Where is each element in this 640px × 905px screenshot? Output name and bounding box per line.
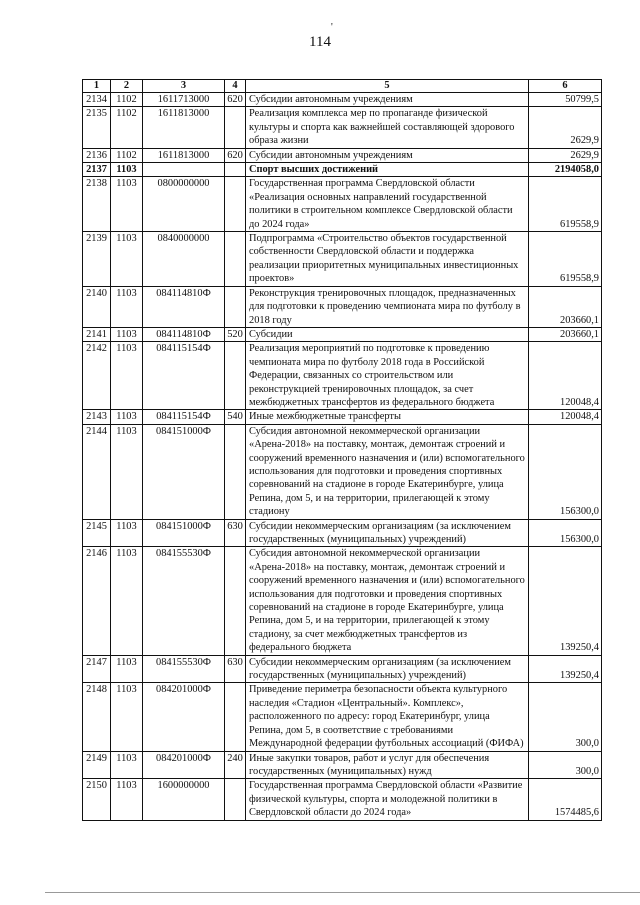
target-article-code: 084151000Ф <box>143 519 225 547</box>
page-number: 114 <box>309 34 331 50</box>
expense-type-code <box>225 342 246 410</box>
target-article-code: 084114810Ф <box>143 286 225 327</box>
expense-type-code <box>225 177 246 232</box>
expense-type-code <box>225 424 246 519</box>
item-name: Реализация мероприятий по подготовке к проведению чемпионата мира по футболу 2018 года в Российской Федерации, связанных со строительством или реконструкцией тренировочных площадок, за счет межбюджетных трансфертов из федерального бюджета <box>246 342 529 410</box>
table-row <box>83 547 602 655</box>
page-bottom-edge <box>45 892 640 893</box>
row-number: 2136 <box>83 148 111 162</box>
item-name: Субсидии автономным учреждениям <box>246 148 529 162</box>
header-cell-1: 1 <box>83 80 111 93</box>
amount: 156300,0 <box>529 519 602 547</box>
table-row <box>83 107 602 148</box>
target-article-code: 084155530Ф <box>143 655 225 683</box>
row-number: 2150 <box>83 779 111 820</box>
target-article-code: 1611813000 <box>143 148 225 162</box>
item-name: Субсидии автономным учреждениям <box>246 93 529 107</box>
row-number: 2145 <box>83 519 111 547</box>
row-number: 2147 <box>83 655 111 683</box>
amount: 1574485,6 <box>529 779 602 820</box>
table-row <box>83 177 602 232</box>
table-row <box>83 232 602 287</box>
row-number: 2138 <box>83 177 111 232</box>
target-article-code <box>143 163 225 177</box>
table-row <box>83 342 602 410</box>
header-cell-3: 3 <box>143 80 225 93</box>
target-article-code: 084114810Ф <box>143 327 225 341</box>
expense-type-code <box>225 232 246 287</box>
expense-type-code <box>225 683 246 751</box>
row-number: 2142 <box>83 342 111 410</box>
row-number: 2146 <box>83 547 111 655</box>
item-name: Иные закупки товаров, работ и услуг для обеспечения государственных (муниципальных) нужд <box>246 751 529 779</box>
section-code: 1103 <box>111 779 143 820</box>
item-name: Государственная программа Свердловской области «Реализация основных направлений государственной политики в строительном комплексе Свердловской области до 2024 года» <box>246 177 529 232</box>
item-name: Субсидии <box>246 327 529 341</box>
table-body <box>83 93 602 821</box>
row-number: 2134 <box>83 93 111 107</box>
table-row <box>83 751 602 779</box>
target-article-code: 1611713000 <box>143 93 225 107</box>
amount: 139250,4 <box>529 547 602 655</box>
row-number: 2135 <box>83 107 111 148</box>
amount: 203660,1 <box>529 327 602 341</box>
expense-type-code: 620 <box>225 148 246 162</box>
section-code: 1103 <box>111 410 143 424</box>
expense-type-code: 630 <box>225 519 246 547</box>
item-name: Реализация комплекса мер по пропаганде физической культуры и спорта как важнейшей составляющей здорового образа жизни <box>246 107 529 148</box>
amount: 156300,0 <box>529 424 602 519</box>
expense-type-code <box>225 286 246 327</box>
section-code: 1103 <box>111 177 143 232</box>
section-code: 1103 <box>111 342 143 410</box>
section-code: 1103 <box>111 163 143 177</box>
expense-type-code <box>225 779 246 820</box>
target-article-code: 0800000000 <box>143 177 225 232</box>
table-header-row <box>83 80 602 93</box>
item-name: Субсидия автономной некоммерческой организации «Арена-2018» на поставку, монтаж, демонтаж строений и сооружений временного назначения и (или) вспомогательного использования для подготовки и проведения спортивных соревнований на стадионе в городе Екатеринбурге, улица Репина, дом 5, и на территории, прилегающей к этому стадиону, за счет межбюджетных трансфертов из федерального бюджета <box>246 547 529 655</box>
table-row <box>83 286 602 327</box>
section-code: 1103 <box>111 519 143 547</box>
target-article-code: 084115154Ф <box>143 410 225 424</box>
section-code: 1103 <box>111 751 143 779</box>
amount: 619558,9 <box>529 232 602 287</box>
expense-type-code: 620 <box>225 93 246 107</box>
amount: 139250,4 <box>529 655 602 683</box>
amount: 300,0 <box>529 683 602 751</box>
row-number: 2137 <box>83 163 111 177</box>
table-row <box>83 163 602 177</box>
row-number: 2144 <box>83 424 111 519</box>
section-code: 1103 <box>111 683 143 751</box>
page-mark: ' <box>331 22 333 33</box>
table-row <box>83 410 602 424</box>
table-row <box>83 327 602 341</box>
expense-type-code <box>225 547 246 655</box>
header-cell-6: 6 <box>529 80 602 93</box>
amount: 2194058,0 <box>529 163 602 177</box>
amount: 300,0 <box>529 751 602 779</box>
target-article-code: 084151000Ф <box>143 424 225 519</box>
table-row <box>83 148 602 162</box>
section-code: 1103 <box>111 232 143 287</box>
item-name: Субсидия автономной некоммерческой организации «Арена-2018» на поставку, монтаж, демонтаж строений и сооружений временного назначения и (или) вспомогательного использования для подготовки и проведения спортивных соревнований на стадионе в городе Екатеринбурге, улица Репина, дом 5, и на территории, прилегающей к этому стадиону <box>246 424 529 519</box>
section-code: 1102 <box>111 107 143 148</box>
table-row <box>83 779 602 820</box>
header-cell-4: 4 <box>225 80 246 93</box>
section-code: 1102 <box>111 148 143 162</box>
amount: 50799,5 <box>529 93 602 107</box>
item-name: Приведение периметра безопасности объекта культурного наследия «Стадион «Центральный». Комплекс», расположенного по адресу: город Екатеринбург, улица Репина, дом 5, в соответствие с требованиями Международной федерации футбольных ассоциаций (ФИФА) <box>246 683 529 751</box>
amount: 120048,4 <box>529 342 602 410</box>
expense-type-code: 540 <box>225 410 246 424</box>
target-article-code: 084115154Ф <box>143 342 225 410</box>
section-code: 1103 <box>111 424 143 519</box>
row-number: 2143 <box>83 410 111 424</box>
row-number: 2148 <box>83 683 111 751</box>
row-number: 2139 <box>83 232 111 287</box>
item-name: Реконструкция тренировочных площадок, предназначенных для подготовки к проведению чемпионата мира по футболу в 2018 году <box>246 286 529 327</box>
row-number: 2149 <box>83 751 111 779</box>
budget-table <box>82 79 602 821</box>
section-code: 1103 <box>111 286 143 327</box>
target-article-code: 084201000Ф <box>143 683 225 751</box>
item-name: Субсидии некоммерческим организациям (за исключением государственных (муниципальных) учреждений) <box>246 519 529 547</box>
target-article-code: 0840000000 <box>143 232 225 287</box>
amount: 203660,1 <box>529 286 602 327</box>
item-name: Подпрограмма «Строительство объектов государственной собственности Свердловской области и поддержка реализации приоритетных муниципальных инвестиционных проектов» <box>246 232 529 287</box>
section-code: 1103 <box>111 327 143 341</box>
row-number: 2141 <box>83 327 111 341</box>
table-row <box>83 683 602 751</box>
table-row <box>83 424 602 519</box>
expense-type-code: 520 <box>225 327 246 341</box>
section-code: 1103 <box>111 655 143 683</box>
amount: 619558,9 <box>529 177 602 232</box>
target-article-code: 1600000000 <box>143 779 225 820</box>
expense-type-code: 240 <box>225 751 246 779</box>
table-row <box>83 655 602 683</box>
amount: 2629,9 <box>529 148 602 162</box>
target-article-code: 1611813000 <box>143 107 225 148</box>
section-code: 1103 <box>111 547 143 655</box>
header-cell-2: 2 <box>111 80 143 93</box>
expense-type-code <box>225 163 246 177</box>
item-name: Субсидии некоммерческим организациям (за исключением государственных (муниципальных) учреждений) <box>246 655 529 683</box>
table-row <box>83 93 602 107</box>
expense-type-code <box>225 107 246 148</box>
target-article-code: 084201000Ф <box>143 751 225 779</box>
amount: 120048,4 <box>529 410 602 424</box>
section-code: 1102 <box>111 93 143 107</box>
target-article-code: 084155530Ф <box>143 547 225 655</box>
row-number: 2140 <box>83 286 111 327</box>
item-name: Иные межбюджетные трансферты <box>246 410 529 424</box>
item-name: Государственная программа Свердловской области «Развитие физической культуры, спорта и молодежной политики в Свердловской области до 2024 года» <box>246 779 529 820</box>
header-cell-5: 5 <box>246 80 529 93</box>
table-row <box>83 519 602 547</box>
item-name: Спорт высших достижений <box>246 163 529 177</box>
expense-type-code: 630 <box>225 655 246 683</box>
amount: 2629,9 <box>529 107 602 148</box>
